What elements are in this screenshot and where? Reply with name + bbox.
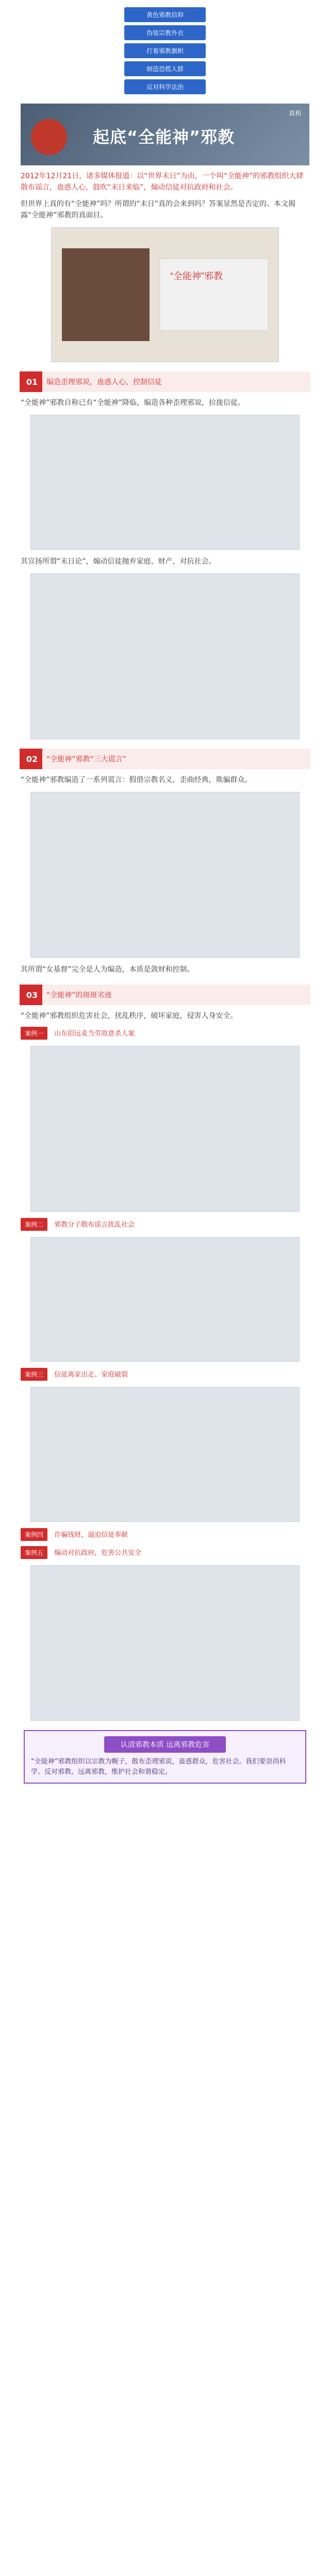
section-01-p2: 其宣扬所谓“末日论”，煽动信徒抛弃家庭、财产，对抗社会。 [21,557,216,566]
intro [21,171,309,221]
case-4-tag: 案例四 [21,1528,47,1541]
case-5-text: 煽动对抗政府，危害公共安全 [54,1549,142,1557]
poster-caption: “全能神”邪教 [170,271,223,281]
menu-item-0[interactable]: 黄色邪教信仰 [124,7,206,22]
intro-p2: 但世界上真的有“全能神”吗？所谓的“末日”真的会来到吗？答案显然是否定的。本文揭露“全能神”邪教的真面目。 [21,200,296,219]
case-1-image [30,1046,300,1212]
section-01-header [20,371,310,392]
case-2-text: 邪教分子散布谣言扰乱社会 [54,1221,135,1229]
section-02-number: 02 [22,749,42,769]
top-menu [0,0,330,94]
footer-title: 认清邪教本质 远离邪教危害 [104,1736,226,1753]
case-2-tag: 案例二 [21,1218,47,1231]
poster [51,227,279,362]
case-5-tag: 案例五 [21,1546,47,1559]
section-01-title: 编造歪理邪说，蛊惑人心，控制信徒 [46,378,162,386]
warning-icon [31,119,67,155]
poster-illustration [52,228,278,362]
section-03-p1: “全能神”邪教组织危害社会，扰乱秩序，破坏家庭，侵害人身安全。 [21,1012,238,1020]
footer-text: “全能神”邪教组织以宗教为幌子，散布歪理邪说，蛊惑群众，危害社会。我们要崇尚科学、反对邪教、远离邪教，维护社会和谐稳定。 [31,1758,286,1776]
section-03-number: 03 [22,985,42,1005]
section-02-p1: “全能神”邪教编造了一系列谎言：假借宗教名义，歪曲经典，欺骗群众。 [21,776,252,784]
section-01-image [30,415,300,550]
section-01-p1: “全能神”邪教自称已有“全能神”降临，编造各种歪理邪说，拉拢信徒。 [21,399,245,407]
section-02-title: “全能神”邪教“三大谎言” [46,755,127,764]
section-01-number: 01 [22,371,42,392]
case-1-text: 山东招远麦当劳故意杀人案 [54,1030,135,1038]
menu-item-4[interactable]: 反对科学法治 [124,79,206,94]
intro-p1: 2012年12月21日，诸多媒体报道：以“世界末日”为由，一个叫“全能神”的邪教组织大肆散布谣言，蛊惑人心，鼓吹“末日来临”，煽动信徒对抗政府和社会。 [21,172,304,192]
section-01-body [21,397,309,739]
section-03-body [21,1010,309,1721]
menu-item-1[interactable]: 伪装宗教外衣 [124,25,206,40]
section-03-title: “全能神”的斑斑劣迹 [46,991,112,999]
case-2 [21,1218,309,1231]
case-3 [21,1368,309,1381]
case-1 [21,1027,309,1040]
section-02-image [30,792,300,958]
section-02-body [21,774,309,975]
case-4-text: 诈骗钱财，逼迫信徒奉献 [54,1531,128,1539]
case-4 [21,1528,309,1541]
case-2-image [30,1237,300,1362]
case-3-image [30,1387,300,1522]
case-3-text: 信徒离家出走、家庭破裂 [54,1371,128,1379]
footer-box [24,1730,306,1784]
menu-item-3[interactable]: 制造恐慌人群 [124,61,206,76]
section-03-header [20,985,310,1005]
case-1-tag: 案例一 [21,1027,47,1040]
hero-title: 起底“全能神”邪教 [93,127,235,147]
section-02-header [20,749,310,769]
section-01-image-2 [30,573,300,739]
hero-banner [21,104,309,165]
case-3-tag: 案例三 [21,1368,47,1381]
hero-subtitle: 真相 [288,110,301,117]
case-5 [21,1546,309,1559]
case-5-image [30,1565,300,1721]
menu-item-2[interactable]: 打着邪教旗帜 [124,43,206,58]
section-02-p2: 其所谓“女基督”完全是人为编造，本质是敛财和控制。 [21,965,194,974]
